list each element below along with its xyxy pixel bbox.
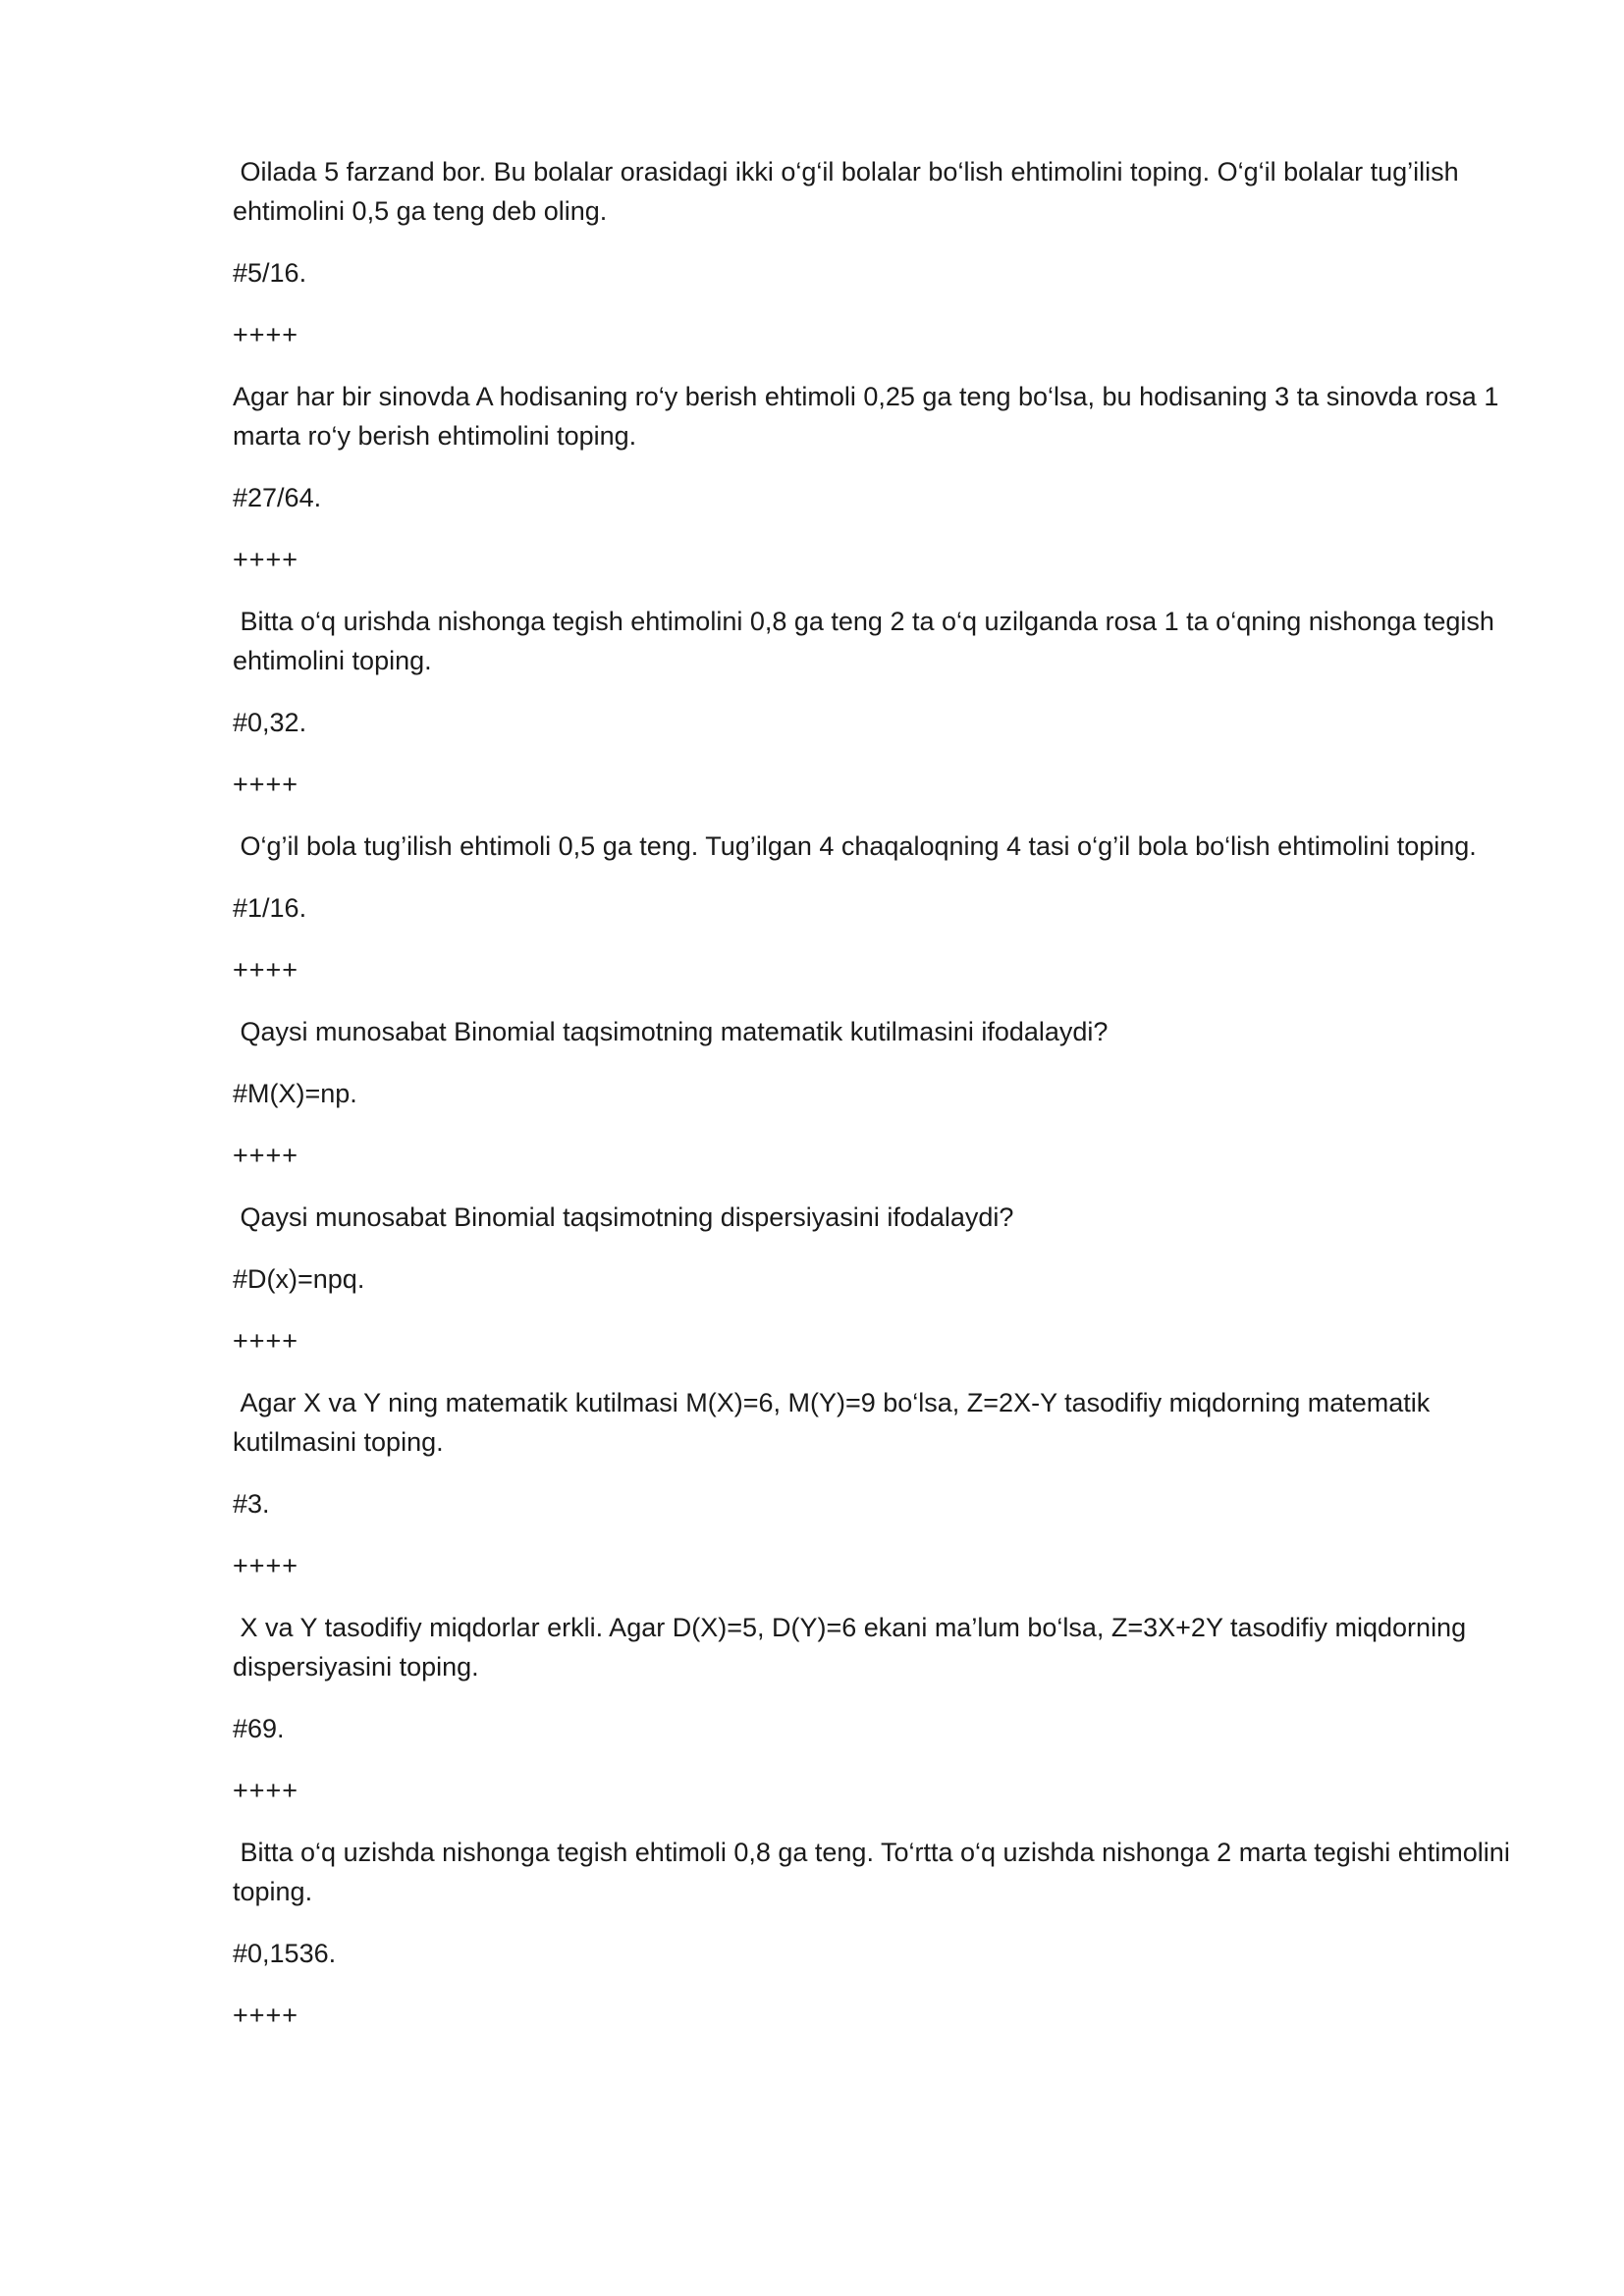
separator-text: ++++: [233, 955, 299, 985]
answer-text: #69.: [233, 1714, 285, 1743]
question-item: [233, 1012, 1516, 1175]
question-text: Bitta o‘q urishda nishonga tegish ehtimolini 0,8 ga teng 2 ta o‘q uzilganda rosa 1 ta o‘qning nishonga tegish ehtimolini toping.: [233, 607, 1502, 675]
question-text: O‘g’il bola tug’ilish ehtimoli 0,5 ga teng. Tug’ilgan 4 chaqaloqning 4 tasi o‘g’il bola bo‘lish ehtimolini toping.: [233, 831, 1477, 861]
question-item: [233, 1198, 1516, 1361]
separator-text: ++++: [233, 1141, 299, 1170]
question-item: [233, 1383, 1516, 1585]
answer-text: #27/64.: [233, 483, 322, 512]
separator-text: ++++: [233, 1776, 299, 1805]
question-text: Qaysi munosabat Binomial taqsimotning dispersiyasini ifodalaydi?: [233, 1202, 1014, 1232]
question-item: [233, 1608, 1516, 1810]
question-text: Bitta o‘q uzishda nishonga tegish ehtimoli 0,8 ga teng. To‘rtta o‘q uzishda nishonga 2 marta tegishi ehtimolini toping.: [233, 1838, 1518, 1906]
separator-text: ++++: [233, 1326, 299, 1356]
question-item: [233, 1833, 1516, 2035]
answer-text: #0,1536.: [233, 1939, 337, 1968]
question-text: Qaysi munosabat Binomial taqsimotning matematik kutilmasini ifodalaydi?: [233, 1017, 1109, 1046]
separator-text: ++++: [233, 545, 299, 574]
question-list: [233, 152, 1516, 2035]
answer-text: #0,32.: [233, 708, 307, 737]
question-item: [233, 827, 1516, 989]
answer-text: #1/16.: [233, 893, 307, 923]
question-text: Oilada 5 farzand bor. Bu bolalar orasidagi ikki o‘g‘il bolalar bo‘lish ehtimolini toping. O‘g‘il bolalar tug’ilish ehtimolini 0,5 ga teng deb oling.: [233, 157, 1467, 226]
separator-text: ++++: [233, 1551, 299, 1580]
answer-text: #M(X)=np.: [233, 1079, 357, 1108]
answer-text: #3.: [233, 1489, 270, 1519]
answer-text: #D(x)=npq.: [233, 1264, 365, 1294]
question-text: Agar X va Y ning matematik kutilmasi M(X)=6, M(Y)=9 bo‘lsa, Z=2X-Y tasodifiy miqdorning matematik kutilmasini toping.: [233, 1388, 1437, 1457]
question-text: Agar har bir sinovda A hodisaning ro‘y berish ehtimoli 0,25 ga teng bo‘lsa, bu hodisaning 3 ta sinovda rosa 1 marta ro‘y berish ehtimolini toping.: [233, 382, 1506, 451]
question-item: [233, 602, 1516, 804]
separator-text: ++++: [233, 2001, 299, 2030]
question-text: X va Y tasodifiy miqdorlar erkli. Agar D(X)=5, D(Y)=6 ekani ma’lum bo‘lsa, Z=3X+2Y tasodifiy miqdorning dispersiyasini toping.: [233, 1613, 1474, 1682]
separator-text: ++++: [233, 770, 299, 799]
separator-text: ++++: [233, 320, 299, 349]
question-item: [233, 377, 1516, 579]
question-item: [233, 152, 1516, 354]
answer-text: #5/16.: [233, 258, 307, 288]
